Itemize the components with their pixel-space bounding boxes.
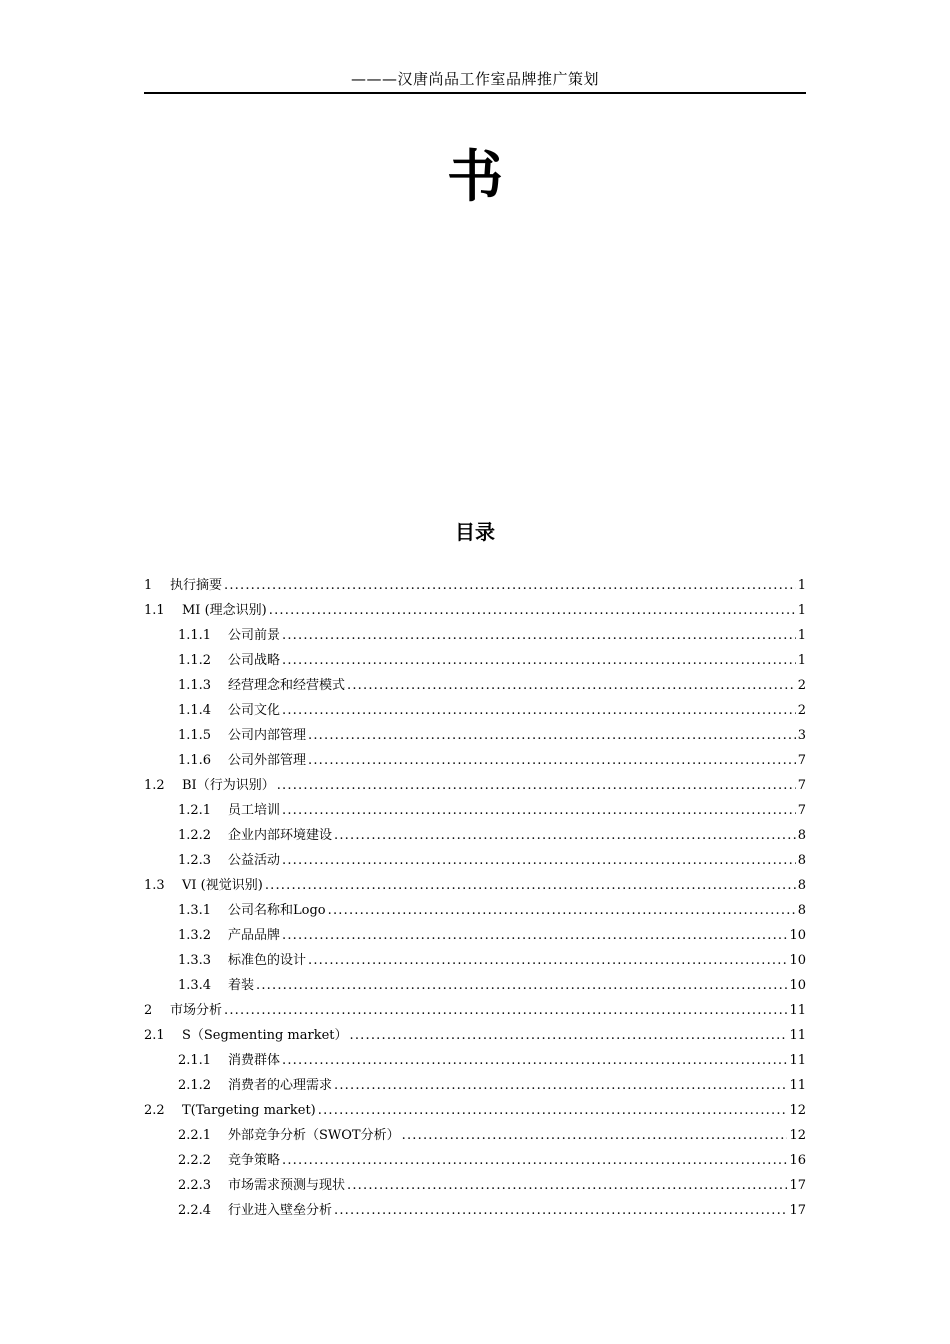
- toc-entry-title: 市场需求预测与现状: [228, 1178, 346, 1193]
- toc-entry-title: 消费群体: [228, 1053, 281, 1068]
- toc-entry-page: 1: [797, 628, 806, 643]
- toc-entry-title: BI（行为识别）: [182, 778, 275, 793]
- toc-entry-number: 1.2: [144, 778, 165, 793]
- document-header-title: ———汉唐尚品工作室品牌推广策划: [350, 70, 599, 88]
- toc-entry[interactable]: [144, 873, 806, 898]
- toc-entry[interactable]: [144, 748, 806, 773]
- table-of-contents: [144, 573, 806, 1223]
- toc-entry-number: 2.1: [144, 1028, 165, 1043]
- toc-entry-number: 1.3: [144, 878, 165, 893]
- toc-entry-page: 1: [797, 653, 806, 668]
- toc-entry-page: 17: [789, 1203, 806, 1218]
- toc-entry[interactable]: [144, 848, 806, 873]
- toc-entry-page: 1: [797, 603, 806, 618]
- toc-entry[interactable]: [144, 923, 806, 948]
- toc-entry-title: 公司前景: [228, 628, 281, 643]
- toc-entry[interactable]: [144, 798, 806, 823]
- toc-entry-page: 3: [797, 728, 806, 743]
- toc-entry-page: 7: [797, 803, 806, 818]
- toc-entry[interactable]: [144, 1148, 806, 1173]
- toc-entry-page: 7: [797, 778, 806, 793]
- toc-entry-page: 8: [797, 903, 806, 918]
- toc-entry-number: 1.1.3: [178, 678, 212, 693]
- toc-entry-title: 公司外部管理: [228, 753, 307, 768]
- toc-entry[interactable]: [144, 598, 806, 623]
- toc-entry-number: 1.1.4: [178, 703, 212, 718]
- toc-entry-page: 8: [797, 853, 806, 868]
- toc-entry-number: 1.2.3: [178, 853, 212, 868]
- toc-entry-number: 1.1: [144, 603, 165, 618]
- toc-entry-page: 8: [797, 828, 806, 843]
- toc-dot-leader: [347, 673, 796, 698]
- toc-entry-title: 公益活动: [228, 853, 281, 868]
- toc-entry-title: 公司名称和Logo: [228, 903, 326, 918]
- toc-dot-leader: [282, 798, 796, 823]
- toc-entry[interactable]: [144, 648, 806, 673]
- toc-entry[interactable]: [144, 1198, 806, 1223]
- toc-dot-leader: [265, 873, 796, 898]
- toc-entry[interactable]: [144, 673, 806, 698]
- toc-entry-page: 2: [797, 703, 806, 718]
- toc-entry-title: 经营理念和经营模式: [228, 678, 346, 693]
- toc-dot-leader: [334, 1198, 787, 1223]
- toc-dot-leader: [282, 698, 796, 723]
- toc-entry[interactable]: [144, 1048, 806, 1073]
- toc-entry-number: 1.3.1: [178, 903, 212, 918]
- toc-entry-number: 2.2: [144, 1103, 165, 1118]
- toc-entry-page: 1: [797, 578, 806, 593]
- toc-entry-number: 2.2.1: [178, 1128, 212, 1143]
- toc-dot-leader: [328, 898, 796, 923]
- toc-entry[interactable]: [144, 1123, 806, 1148]
- toc-entry-page: 10: [789, 928, 806, 943]
- toc-entry-number: 1.1.6: [178, 753, 212, 768]
- toc-dot-leader: [402, 1123, 788, 1148]
- toc-entry-page: 16: [789, 1153, 806, 1168]
- toc-entry-number: 2: [144, 1003, 153, 1018]
- toc-entry-number: 1: [144, 578, 153, 593]
- toc-dot-leader: [282, 1148, 787, 1173]
- toc-dot-leader: [334, 823, 796, 848]
- toc-entry[interactable]: [144, 773, 806, 798]
- toc-entry-title: 执行摘要: [170, 578, 223, 593]
- toc-entry[interactable]: [144, 1023, 806, 1048]
- toc-entry-number: 1.3.4: [178, 978, 212, 993]
- toc-entry-number: 2.1.2: [178, 1078, 212, 1093]
- toc-entry[interactable]: [144, 1098, 806, 1123]
- header-divider: [144, 92, 806, 94]
- toc-dot-leader: [350, 1023, 788, 1048]
- toc-entry-number: 1.1.2: [178, 653, 212, 668]
- toc-entry-page: 11: [789, 1078, 806, 1093]
- toc-entry-number: 1.2.1: [178, 803, 212, 818]
- toc-entry-number: 1.1.5: [178, 728, 212, 743]
- toc-dot-leader: [282, 848, 796, 873]
- toc-entry-title: 公司文化: [228, 703, 281, 718]
- toc-entry[interactable]: [144, 698, 806, 723]
- toc-entry-title: VI (视觉识别): [182, 878, 263, 893]
- toc-entry-title: 标准色的设计: [228, 953, 307, 968]
- toc-entry-title: 员工培训: [228, 803, 281, 818]
- toc-dot-leader: [282, 648, 796, 673]
- toc-dot-leader: [282, 923, 787, 948]
- toc-entry-number: 1.2.2: [178, 828, 212, 843]
- toc-entry-page: 11: [789, 1003, 806, 1018]
- toc-dot-leader: [224, 998, 787, 1023]
- toc-dot-leader: [308, 723, 796, 748]
- toc-entry-page: 10: [789, 953, 806, 968]
- toc-entry[interactable]: [144, 1073, 806, 1098]
- toc-entry-page: 12: [789, 1103, 806, 1118]
- toc-entry[interactable]: [144, 998, 806, 1023]
- toc-dot-leader: [269, 598, 796, 623]
- toc-entry-page: 10: [789, 978, 806, 993]
- toc-entry-title: 企业内部环境建设: [228, 828, 333, 843]
- toc-entry[interactable]: [144, 973, 806, 998]
- toc-entry-page: 11: [789, 1028, 806, 1043]
- toc-entry[interactable]: [144, 623, 806, 648]
- toc-entry-page: 11: [789, 1053, 806, 1068]
- toc-entry[interactable]: [144, 898, 806, 923]
- toc-entry-title: MI (理念识别): [182, 603, 267, 618]
- toc-entry-number: 1.1.1: [178, 628, 212, 643]
- toc-dot-leader: [347, 1173, 787, 1198]
- toc-dot-leader: [282, 623, 796, 648]
- toc-dot-leader: [277, 773, 796, 798]
- toc-entry-title: 行业进入壁垒分析: [228, 1203, 333, 1218]
- toc-entry-number: 2.1.1: [178, 1053, 212, 1068]
- toc-entry[interactable]: [144, 948, 806, 973]
- toc-entry-page: 7: [797, 753, 806, 768]
- toc-dot-leader: [256, 973, 787, 998]
- toc-entry-title: 公司内部管理: [228, 728, 307, 743]
- toc-entry[interactable]: [144, 1173, 806, 1198]
- toc-entry-title: 产品品牌: [228, 928, 281, 943]
- toc-entry-number: 1.3.3: [178, 953, 212, 968]
- toc-entry-number: 2.2.2: [178, 1153, 212, 1168]
- toc-entry-number: 2.2.3: [178, 1178, 212, 1193]
- toc-entry-title: 竞争策略: [228, 1153, 281, 1168]
- toc-entry-page: 12: [789, 1128, 806, 1143]
- toc-entry-title: 外部竞争分析（SWOT分析）: [228, 1128, 400, 1143]
- toc-entry-number: 1.3.2: [178, 928, 212, 943]
- toc-entry-page: 17: [789, 1178, 806, 1193]
- toc-entry[interactable]: [144, 823, 806, 848]
- toc-dot-leader: [282, 1048, 787, 1073]
- toc-entry-page: 2: [797, 678, 806, 693]
- toc-entry[interactable]: [144, 573, 806, 598]
- toc-entry-title: T(Targeting market): [182, 1103, 316, 1118]
- toc-dot-leader: [224, 573, 796, 598]
- toc-heading: 目录: [455, 520, 495, 544]
- toc-entry-title: S（Segmenting market）: [182, 1028, 348, 1043]
- toc-dot-leader: [308, 948, 787, 973]
- toc-dot-leader: [318, 1098, 788, 1123]
- toc-entry-title: 公司战略: [228, 653, 281, 668]
- toc-dot-leader: [334, 1073, 787, 1098]
- toc-entry-number: 2.2.4: [178, 1203, 212, 1218]
- toc-entry-title: 消费者的心理需求: [228, 1078, 333, 1093]
- toc-entry[interactable]: [144, 723, 806, 748]
- toc-entry-page: 8: [797, 878, 806, 893]
- toc-dot-leader: [308, 748, 796, 773]
- toc-entry-title: 着装: [228, 978, 255, 993]
- cover-title-char: 书: [447, 145, 503, 210]
- toc-entry-title: 市场分析: [170, 1003, 223, 1018]
